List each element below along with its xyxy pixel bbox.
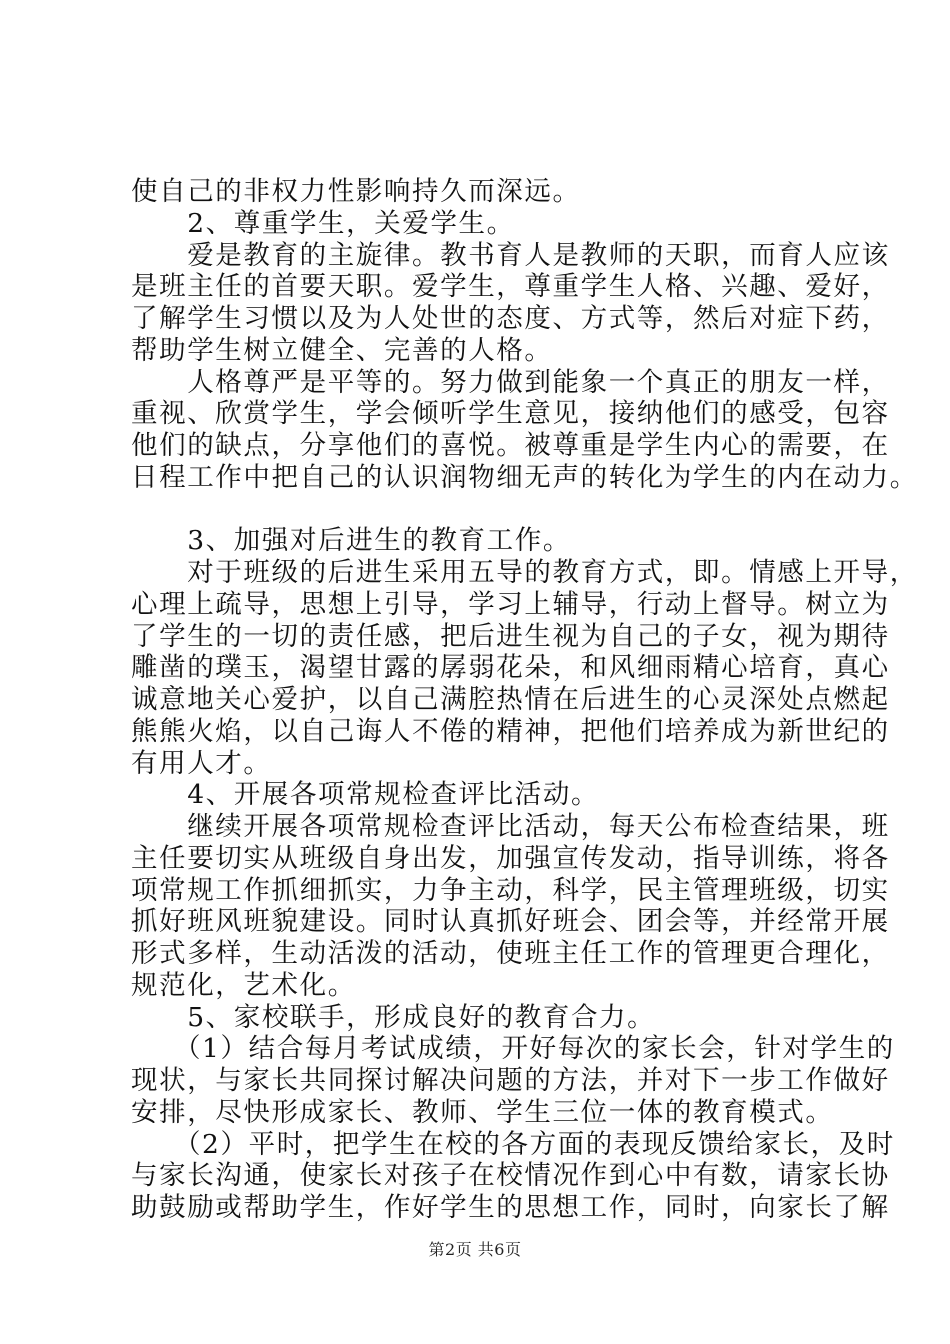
text-line: 帮助学生树立健全、完善的人格。: [131, 334, 553, 366]
text-line: 雕凿的璞玉，渴望甘露的孱弱花朵，和风细雨精心培育，真心: [131, 652, 890, 684]
text-line: 使自己的非权力性影响持久而深远。: [131, 176, 581, 207]
text-line: 诚意地关心爱护，以自己满腔热情在后进生的心灵深处点燃起: [131, 684, 890, 715]
text-line: 现状，与家长共同探讨解决问题的方法，并对下一步工作做好: [131, 1065, 890, 1096]
text-line: 心理上疏导，思想上引导，学习上辅导，行动上督导。树立为: [131, 588, 890, 620]
section-heading-4: 4、开展各项常规检查评比活动。: [131, 779, 600, 811]
text-line: 助鼓励或帮助学生，作好学生的思想工作，同时，向家长了解: [131, 1192, 890, 1223]
text-line: 了解学生习惯以及为人处世的态度、方式等，然后对症下药，: [131, 303, 890, 334]
text-line: 日程工作中把自己的认识润物细无声的转化为学生的内在动力。: [131, 461, 918, 493]
text-line: （1）结合每月考试成绩，开好每次的家长会，针对学生的: [131, 1033, 895, 1065]
text-line: 爱是教育的主旋律。教书育人是教师的天职，而育人应该: [131, 239, 890, 271]
text-line: 熊熊火焰，以自己诲人不倦的精神，把他们培养成为新世纪的: [131, 715, 890, 747]
text-line: 抓好班风班貌建设。同时认真抓好班会、团会等，并经常开展: [131, 906, 890, 938]
text-line: 他们的缺点，分享他们的喜悦。被尊重是学生内心的需要，在: [131, 430, 890, 461]
page-number-footer: 第2页 共6页: [428, 1240, 522, 1259]
text-line: 项常规工作抓细抓实，力争主动，科学，民主管理班级，切实: [131, 874, 890, 906]
text-line: 主任要切实从班级自身出发，加强宣传发动，指导训练，将各: [131, 842, 890, 874]
text-line: 有用人才。: [131, 747, 272, 779]
text-line: 重视、欣赏学生，学会倾听学生意见，接纳他们的感受，包容: [131, 398, 890, 430]
text-line: 继续开展各项常规检查评比活动，每天公布检查结果，班: [131, 811, 890, 842]
text-line: 对于班级的后进生采用五导的教育方式，即。情感上开导，: [131, 557, 918, 588]
section-heading-5: 5、家校联手，形成良好的教育合力。: [131, 1001, 656, 1033]
section-heading-2: 2、尊重学生，关爱学生。: [131, 207, 515, 239]
text-line: 了学生的一切的责任感，把后进生视为自己的子女，视为期待: [131, 620, 890, 652]
text-line: 是班主任的首要天职。爱学生，尊重学生人格、兴趣、爱好，: [131, 271, 890, 303]
text-line: 形式多样，生动活泼的活动，使班主任工作的管理更合理化，: [131, 938, 890, 969]
text-line: 规范化，艺术化。: [131, 969, 356, 1001]
text-line: （2）平时，把学生在校的各方面的表现反馈给家长，及时: [131, 1128, 895, 1160]
section-heading-3: 3、加强对后进生的教育工作。: [131, 525, 571, 557]
text-line: 安排，尽快形成家长、教师、学生三位一体的教育模式。: [131, 1096, 834, 1128]
text-line: 人格尊严是平等的。努力做到能象一个真正的朋友一样，: [131, 366, 890, 398]
text-line: 与家长沟通，使家长对孩子在校情况作到心中有数，请家长协: [131, 1160, 890, 1192]
